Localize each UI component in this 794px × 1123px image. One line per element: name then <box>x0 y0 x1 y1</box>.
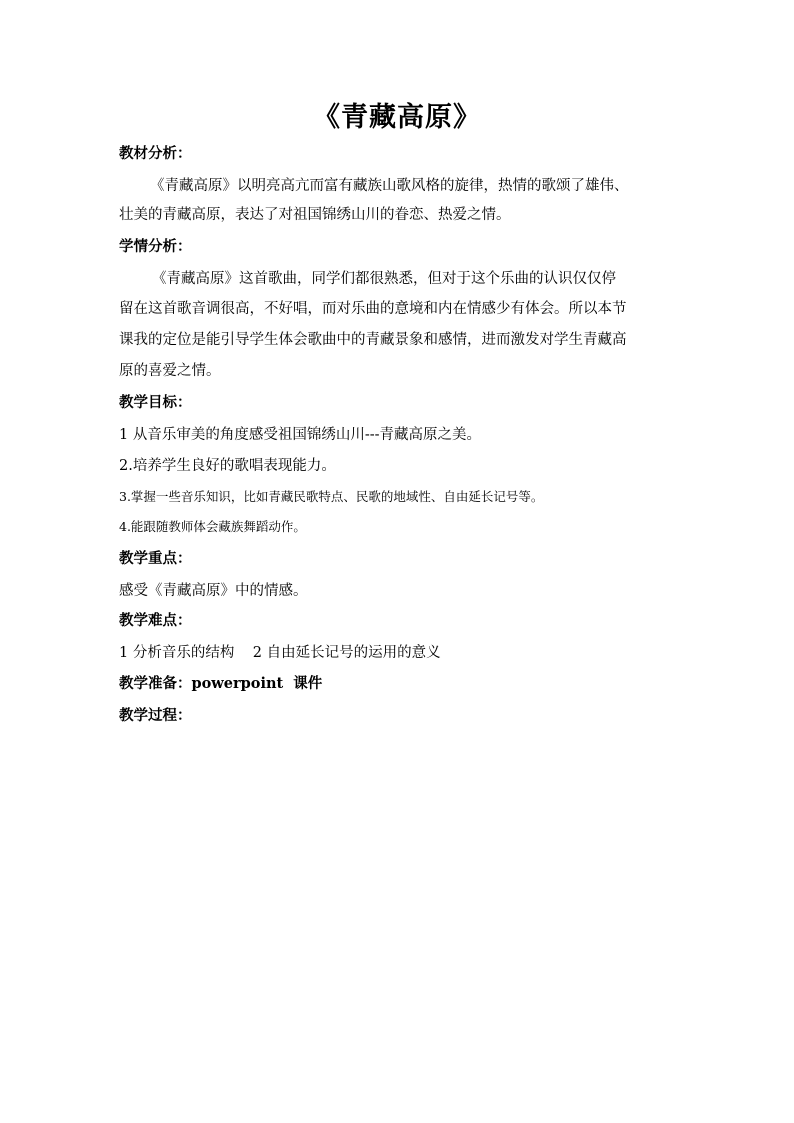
process-heading: 教学过程： <box>119 707 192 724</box>
objective-item-1: 1 从音乐审美的角度感受祖国锦绣山川---青藏高原之美。 <box>119 427 482 443</box>
difficulties-text: 1 分析音乐的结构 2 自由延长记号的运用的意义 <box>119 645 441 661</box>
textbook-analysis-line-2: 壮美的青藏高原，表达了对祖国锦绣山川的眷恋、热爱之情。 <box>119 207 511 223</box>
preparation-text: powerpoint 课件 <box>191 675 323 692</box>
student-analysis-line-4: 原的喜爱之情。 <box>119 363 221 379</box>
key-points-text: 感受《青藏高原》中的情感。 <box>119 583 308 599</box>
objective-item-3: 3.掌握一些音乐知识，比如青藏民歌特点、民歌的地域性、自由延长记号等。 <box>119 489 544 504</box>
textbook-analysis-line-1: 《青藏高原》以明亮高亢而富有藏族山歌风格的旋律，热情的歌颂了雄伟、 <box>150 178 629 194</box>
objectives-heading: 教学目标： <box>119 394 192 411</box>
difficulties-heading: 教学难点： <box>119 612 192 629</box>
textbook-analysis-heading: 教材分析： <box>119 145 192 162</box>
preparation-row <box>119 673 679 695</box>
student-analysis-line-1: 《青藏高原》这首歌曲，同学们都很熟悉，但对于这个乐曲的认识仅仅停 <box>152 271 616 287</box>
student-analysis-line-3: 课我的定位是能引导学生体会歌曲中的青藏景象和感情，进而激发对学生青藏高 <box>119 332 627 348</box>
objective-item-4: 4.能跟随教师体会藏族舞蹈动作。 <box>119 519 306 534</box>
key-points-heading: 教学重点： <box>119 550 192 567</box>
student-analysis-heading: 学情分析： <box>119 238 192 255</box>
student-analysis-line-2: 留在这首歌音调很高，不好唱，而对乐曲的意境和内在情感少有体会。所以本节 <box>119 301 627 317</box>
document-title: 《青藏高原》 <box>313 102 481 133</box>
preparation-heading: 教学准备： <box>119 675 192 692</box>
objective-item-2: 2.培养学生良好的歌唱表现能力。 <box>119 458 336 474</box>
